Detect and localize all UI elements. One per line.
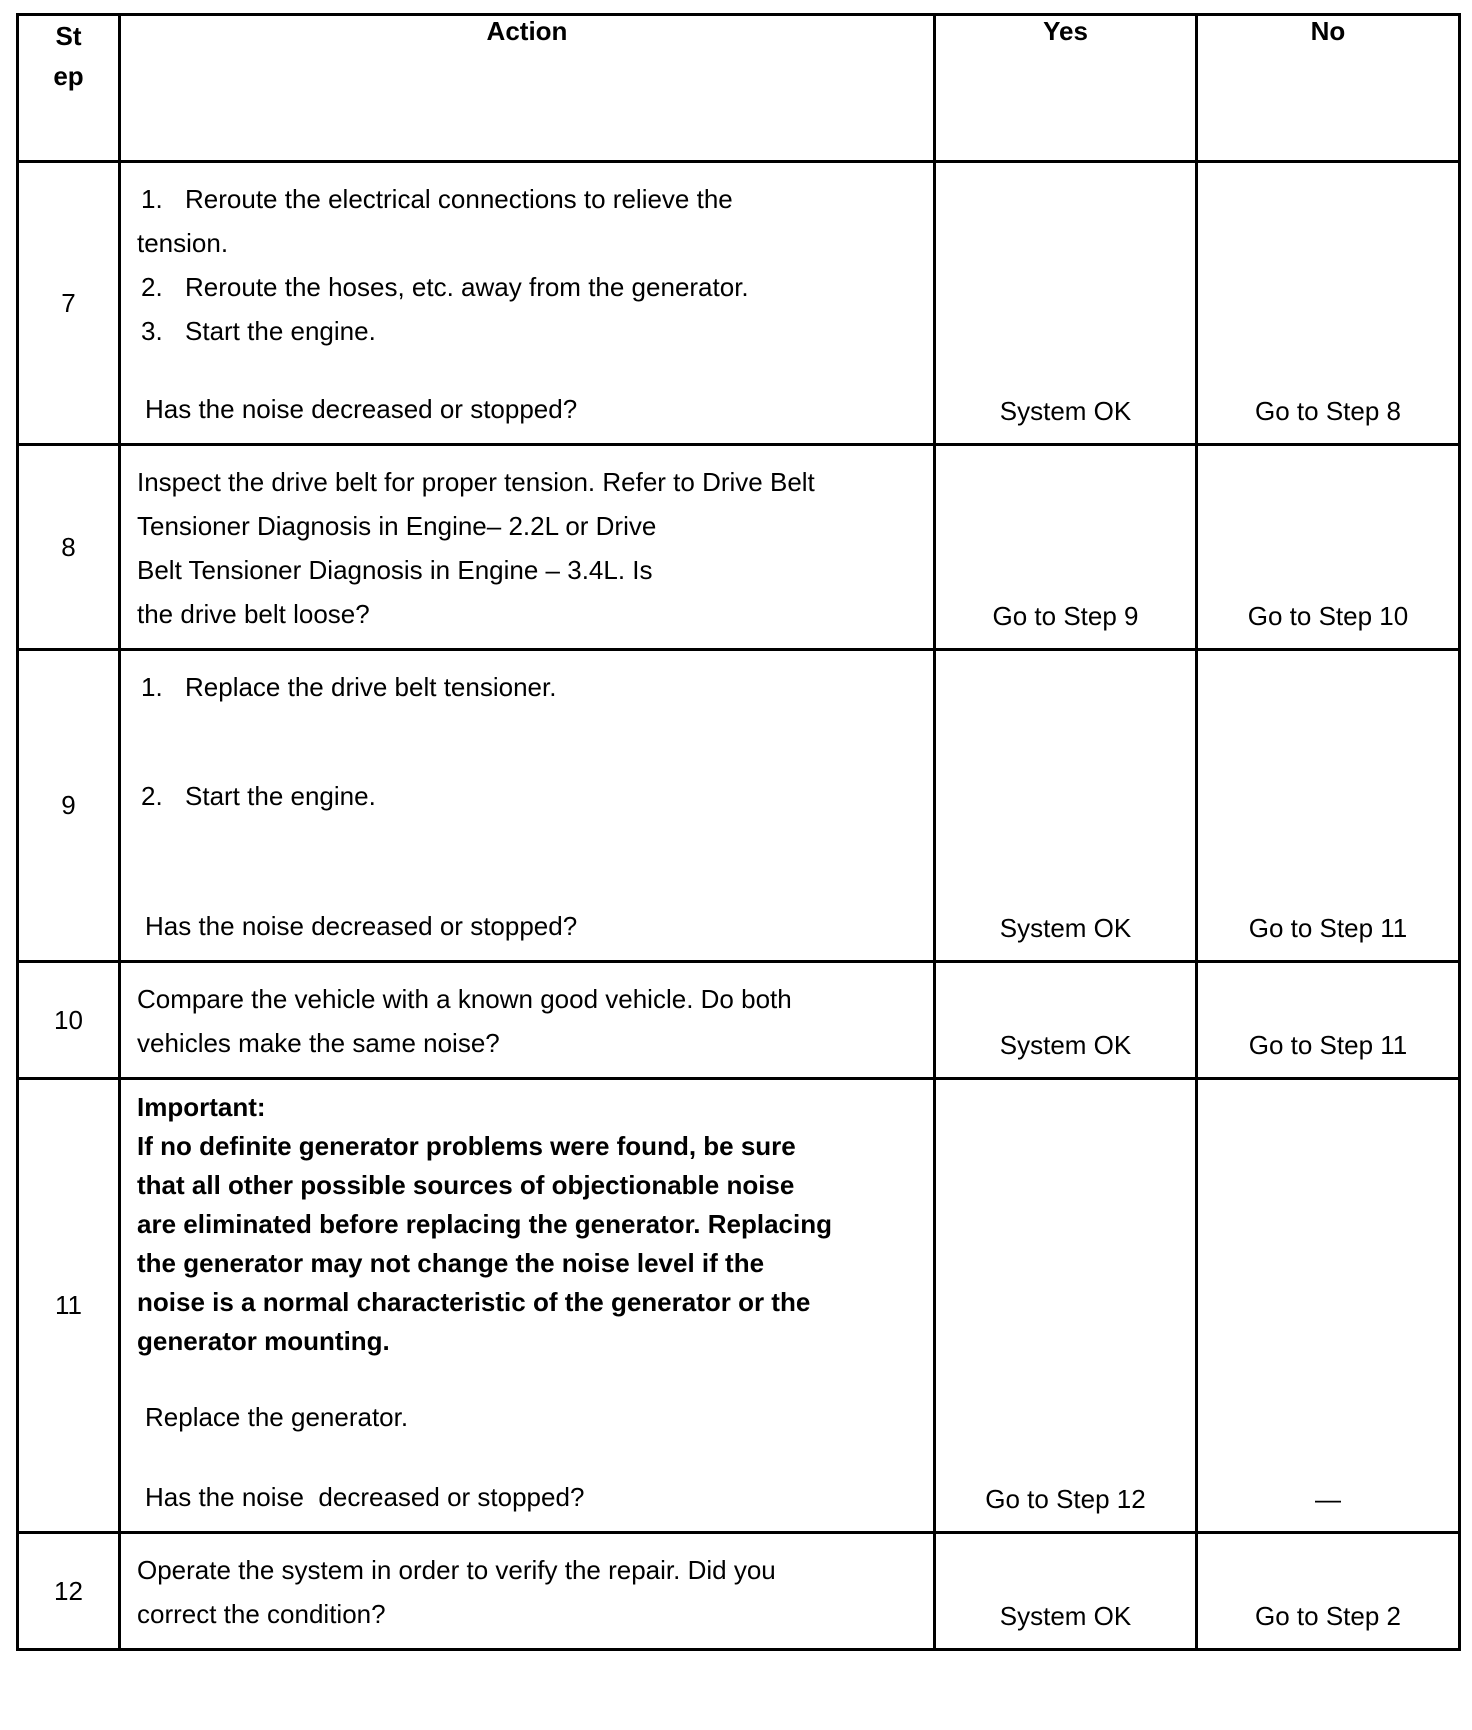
table-row: [18, 445, 1460, 650]
no-cell: Go to Step 2: [1197, 1533, 1460, 1650]
question-text: Has the noise decreased or stopped?: [145, 1482, 585, 1512]
list-item-number: 2.: [141, 272, 163, 302]
list-item-number: 1.: [141, 184, 163, 214]
table-row: [18, 162, 1460, 445]
important-line: the generator may not change the noise level if the: [137, 1248, 765, 1278]
action-line: Belt Tensioner Diagnosis in Engine – 3.4L. Is: [137, 555, 653, 585]
step-number: 11: [18, 1079, 120, 1533]
step-number: 8: [18, 445, 120, 650]
table-row: [18, 1533, 1460, 1650]
instruction-text: Replace the generator.: [145, 1402, 409, 1432]
list-item-number: 1.: [141, 672, 163, 702]
table-row: [18, 1079, 1460, 1533]
header-step-line2: ep: [53, 61, 84, 91]
header-action: Action: [120, 15, 935, 162]
action-line: correct the condition?: [137, 1599, 386, 1629]
list-item: [137, 177, 917, 265]
important-line: If no definite generator problems were found, be sure: [137, 1131, 796, 1161]
question-text: Has the noise decreased or stopped?: [145, 394, 578, 424]
list-item: [137, 665, 917, 709]
action-cell: [120, 162, 935, 445]
action-line: Compare the vehicle with a known good vehicle. Do both: [137, 984, 792, 1014]
list-item-number: 2.: [141, 781, 163, 811]
important-note: [137, 1088, 917, 1361]
important-line: generator mounting.: [137, 1326, 390, 1356]
list-item: [137, 309, 917, 353]
no-cell: Go to Step 10: [1197, 445, 1460, 650]
list-item-text-continued: tension.: [137, 228, 229, 258]
list-item: [137, 265, 917, 309]
action-line: Operate the system in order to verify the repair. Did you: [137, 1555, 776, 1585]
important-line: that all other possible sources of objectionable noise: [137, 1170, 795, 1200]
action-line: vehicles make the same noise?: [137, 1028, 500, 1058]
no-cell: Go to Step 8: [1197, 162, 1460, 445]
header-step-line1: St: [55, 21, 82, 51]
action-cell: [120, 1079, 935, 1533]
yes-cell: System OK: [935, 1533, 1197, 1650]
action-line: the drive belt loose?: [137, 599, 370, 629]
no-cell: —: [1197, 1079, 1460, 1533]
important-title: Important:: [137, 1092, 266, 1122]
header-no: No: [1197, 15, 1460, 162]
yes-cell: Go to Step 12: [935, 1079, 1197, 1533]
action-line: Tensioner Diagnosis in Engine– 2.2L or Drive: [137, 511, 657, 541]
yes-cell: System OK: [935, 962, 1197, 1079]
list-item-text: Replace the drive belt tensioner.: [185, 672, 557, 702]
diagnostic-table: [16, 13, 1461, 1651]
important-line: noise is a normal characteristic of the generator or the: [137, 1287, 811, 1317]
list-item-text: Reroute the hoses, etc. away from the generator.: [185, 272, 749, 302]
yes-cell: System OK: [935, 650, 1197, 962]
step-number: 10: [18, 962, 120, 1079]
list-item: [137, 774, 917, 818]
yes-cell: System OK: [935, 162, 1197, 445]
table-row: [18, 962, 1460, 1079]
table-header-row: [18, 15, 1460, 162]
action-cell: [120, 650, 935, 962]
action-cell: [120, 962, 935, 1079]
header-yes: Yes: [935, 15, 1197, 162]
table-row: [18, 650, 1460, 962]
action-cell: [120, 1533, 935, 1650]
action-line: Inspect the drive belt for proper tension. Refer to Drive Belt: [137, 467, 815, 497]
list-item-text: Start the engine.: [185, 781, 376, 811]
important-line: are eliminated before replacing the generator. Replacing: [137, 1209, 832, 1239]
list-item-text: Reroute the electrical connections to relieve the: [185, 184, 733, 214]
header-step: [18, 15, 120, 162]
step-number: 7: [18, 162, 120, 445]
question-text: Has the noise decreased or stopped?: [145, 911, 578, 941]
step-number: 9: [18, 650, 120, 962]
yes-cell: Go to Step 9: [935, 445, 1197, 650]
list-item-number: 3.: [141, 316, 163, 346]
no-cell: Go to Step 11: [1197, 962, 1460, 1079]
list-item-text: Start the engine.: [185, 316, 376, 346]
no-cell: Go to Step 11: [1197, 650, 1460, 962]
action-cell: [120, 445, 935, 650]
step-number: 12: [18, 1533, 120, 1650]
